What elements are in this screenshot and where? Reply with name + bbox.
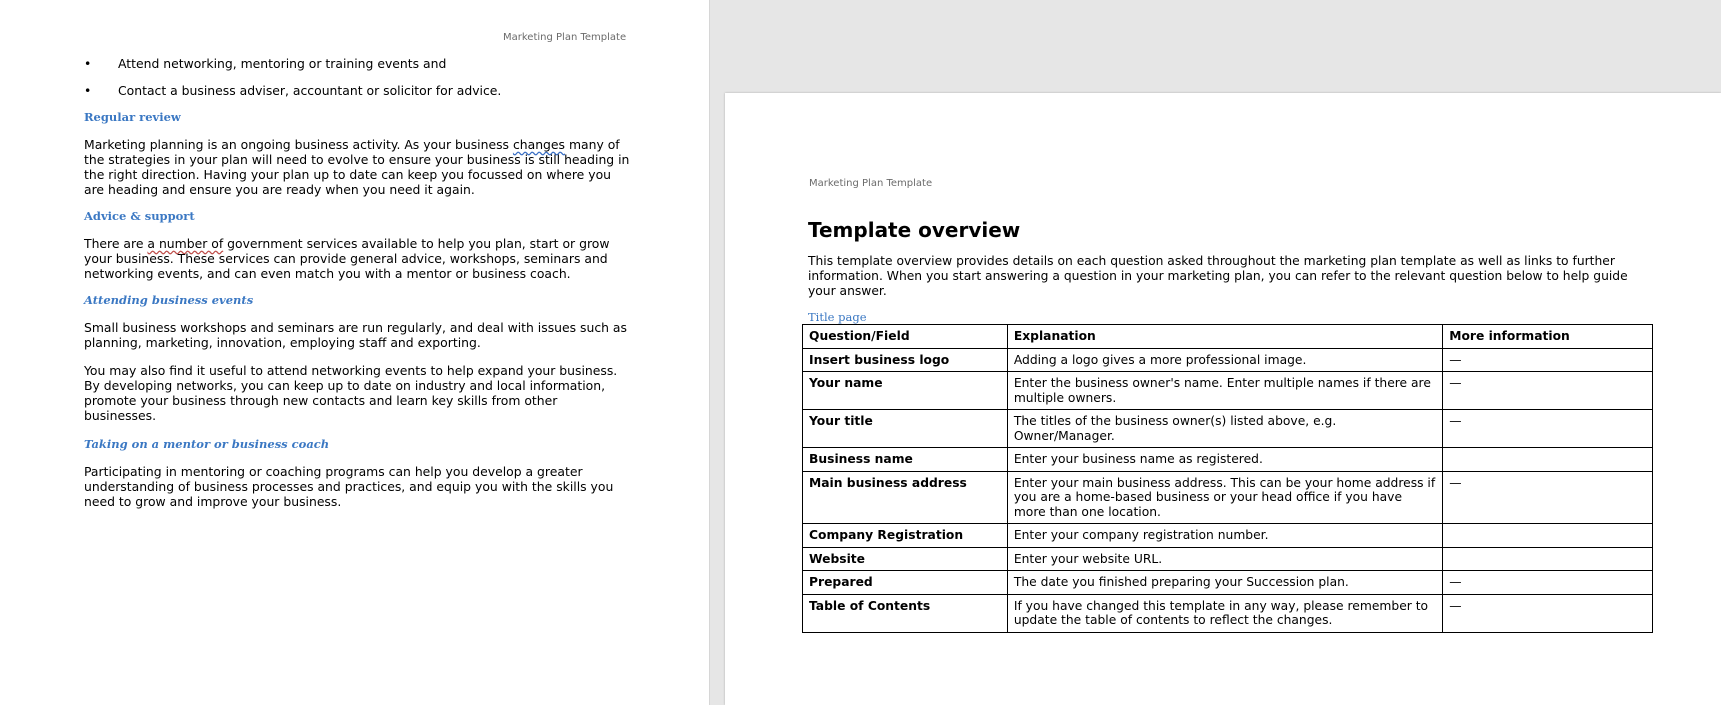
more-info-cell: — <box>1443 471 1653 524</box>
table-row <box>803 471 1653 524</box>
explanation-cell: Enter your business name as registered. <box>1007 448 1442 472</box>
document-page-right <box>725 93 1721 705</box>
paragraph: You may also find it useful to attend networking events to help expand your business. By developing networks, you can keep up to date on industry and local information, promote your business through new contacts and learn key skills from other businesses. <box>84 363 618 423</box>
explanation-cell: Enter your website URL. <box>1007 547 1442 571</box>
field-cell: Prepared <box>803 571 1008 595</box>
table-row <box>803 524 1653 548</box>
column-header: More information <box>1443 325 1653 349</box>
page-title: Template overview <box>808 218 1021 242</box>
table-header-row <box>803 325 1653 349</box>
section-heading-title-page: Title page <box>808 310 867 324</box>
section-heading-regular-review: Regular review <box>84 110 181 124</box>
field-cell: Your name <box>803 372 1008 410</box>
left-page-body <box>84 56 630 519</box>
section-heading-attending-events: Attending business events <box>84 293 254 307</box>
more-info-cell: — <box>1443 348 1653 372</box>
more-info-cell: — <box>1443 571 1653 595</box>
table-row <box>803 448 1653 472</box>
paragraph: Marketing planning is an ongoing business activity. As your business changes many of the strategies in your plan will need to evolve to ensure your business is still heading in the right direction. Having your plan up to date can keep you focussed on where you are heading and ensure you are ready when you need it again. <box>84 137 630 197</box>
paragraph: There are a number of government services available to help you plan, start or grow your business. These services can provide general advice, workshops, seminars and networking events, and can even match you with a mentor or business coach. <box>84 236 610 281</box>
section-heading-advice-support: Advice & support <box>84 209 195 223</box>
explanation-cell: Enter your company registration number. <box>1007 524 1442 548</box>
field-cell: Table of Contents <box>803 594 1008 632</box>
paragraph: Small business workshops and seminars are run regularly, and deal with issues such as planning, marketing, innovation, employing staff and exporting. <box>84 320 627 350</box>
table-row <box>803 594 1653 632</box>
table-row <box>803 571 1653 595</box>
explanation-cell: Enter your main business address. This can be your home address if you are a home-based business or your head office if you have more than one location. <box>1007 471 1442 524</box>
bullet-item <box>84 83 630 98</box>
bullet-item <box>84 56 630 71</box>
field-cell: Business name <box>803 448 1008 472</box>
table-row <box>803 547 1653 571</box>
field-cell: Company Registration <box>803 524 1008 548</box>
field-cell: Your title <box>803 410 1008 448</box>
section-heading-mentor-coach: Taking on a mentor or business coach <box>84 437 330 451</box>
more-info-cell <box>1443 524 1653 548</box>
grammar-flag[interactable]: changes <box>512 137 565 152</box>
more-info-cell: — <box>1443 410 1653 448</box>
field-cell: Insert business logo <box>803 348 1008 372</box>
intro-paragraph: This template overview provides details on each question asked throughout the marketing plan template as well as links to further information. When you start answering a question in your marketing plan, you can refer to the relevant question below to help guide your answer. <box>808 254 1628 298</box>
bullet-icon: • <box>84 83 92 98</box>
spelling-flag[interactable]: a number of <box>147 236 224 251</box>
field-cell: Website <box>803 547 1008 571</box>
table-row <box>803 348 1653 372</box>
bullet-text: Contact a business adviser, accountant or solicitor for advice. <box>118 83 502 98</box>
paragraph: Participating in mentoring or coaching programs can help you develop a greater understanding of business processes and practices, and equip you with the skills you need to grow and improve your business. <box>84 464 614 509</box>
page-header: Marketing Plan Template <box>809 178 933 189</box>
bullet-icon: • <box>84 56 92 71</box>
column-header: Question/Field <box>803 325 1008 349</box>
field-cell: Main business address <box>803 471 1008 524</box>
explanation-cell: If you have changed this template in any way, please remember to update the table of contents to reflect the changes. <box>1007 594 1442 632</box>
more-info-cell <box>1443 547 1653 571</box>
more-info-cell: — <box>1443 372 1653 410</box>
explanation-cell: The titles of the business owner(s) listed above, e.g. Owner/Manager. <box>1007 410 1442 448</box>
table-row <box>803 410 1653 448</box>
more-info-cell: — <box>1443 594 1653 632</box>
overview-table <box>802 324 1653 633</box>
table-row <box>803 372 1653 410</box>
more-info-cell <box>1443 448 1653 472</box>
explanation-cell: The date you finished preparing your Succession plan. <box>1007 571 1442 595</box>
document-page-left <box>0 0 709 705</box>
explanation-cell: Adding a logo gives a more professional image. <box>1007 348 1442 372</box>
page-header: Marketing Plan Template <box>503 32 627 43</box>
bullet-text: Attend networking, mentoring or training events and <box>118 56 447 71</box>
column-header: Explanation <box>1007 325 1442 349</box>
explanation-cell: Enter the business owner's name. Enter multiple names if there are multiple owners. <box>1007 372 1442 410</box>
